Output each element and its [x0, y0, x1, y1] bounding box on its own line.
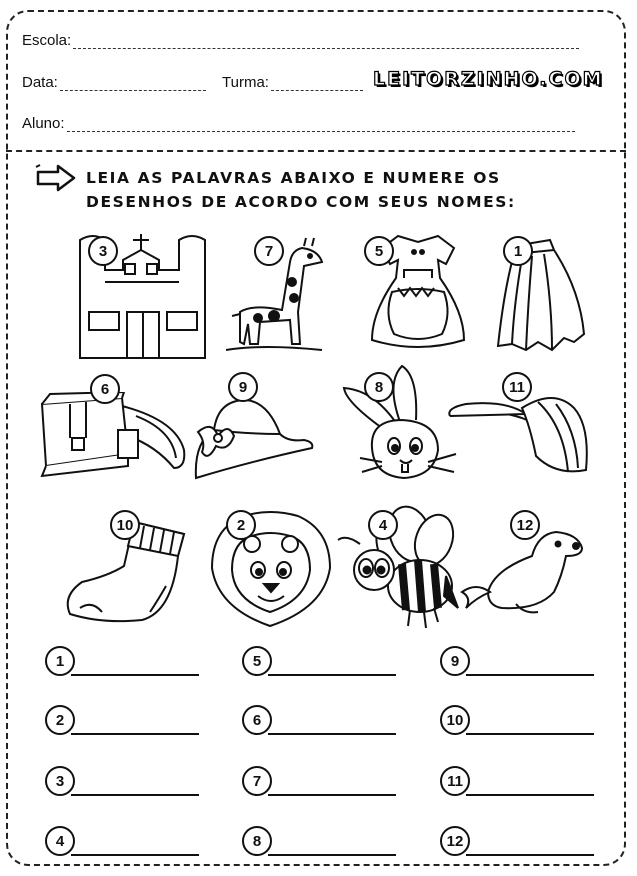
- answer-number: 2: [45, 705, 75, 735]
- answer-row: [242, 766, 396, 796]
- answer-line[interactable]: [268, 658, 396, 676]
- rabbit-badge: 8: [364, 372, 394, 402]
- answer-row: [45, 705, 199, 735]
- answer-line[interactable]: [71, 717, 199, 735]
- answer-row: [45, 826, 199, 856]
- answer-line[interactable]: [268, 717, 396, 735]
- turma-label: Turma:: [222, 74, 269, 91]
- answer-line[interactable]: [268, 838, 396, 856]
- answer-number: 9: [440, 646, 470, 676]
- answer-number: 7: [242, 766, 272, 796]
- skirt-badge: 1: [503, 236, 533, 266]
- giraffe-badge: 7: [254, 236, 284, 266]
- answer-number: 1: [45, 646, 75, 676]
- turma-field: [222, 74, 363, 91]
- answer-line[interactable]: [268, 778, 396, 796]
- answer-line[interactable]: [466, 717, 594, 735]
- bee-icon: [334, 504, 464, 632]
- answer-number: 3: [45, 766, 75, 796]
- instruction-text: [86, 166, 591, 214]
- brand-logo: LEITORZINHO.COM: [373, 68, 604, 90]
- answer-line[interactable]: [71, 778, 199, 796]
- aluno-field: [22, 115, 575, 132]
- answer-number: 11: [440, 766, 470, 796]
- escola-input-line[interactable]: [73, 35, 579, 49]
- instruction-line-2: DESENHOS DE ACORDO COM SEUS NOMES:: [86, 193, 516, 211]
- answer-row: [440, 826, 594, 856]
- escola-label: Escola:: [22, 32, 72, 49]
- answer-number: 6: [242, 705, 272, 735]
- bee-badge: 4: [368, 510, 398, 540]
- arrow-right-icon: [34, 163, 78, 193]
- answer-number: 10: [440, 705, 470, 735]
- answer-row: [45, 766, 199, 796]
- church-badge: 3: [88, 236, 118, 266]
- lion-badge: 2: [226, 510, 256, 540]
- answer-line[interactable]: [466, 838, 594, 856]
- turma-input-line[interactable]: [271, 77, 363, 91]
- seal-badge: 12: [510, 510, 540, 540]
- escola-field: [22, 32, 579, 49]
- bag-badge: 6: [90, 374, 120, 404]
- cap-badge: 11: [502, 372, 532, 402]
- instruction-line-1: LEIA AS PALAVRAS ABAIXO E NUMERE OS: [86, 169, 501, 187]
- answer-line[interactable]: [466, 778, 594, 796]
- hat-icon: [188, 392, 320, 488]
- answer-line[interactable]: [466, 658, 594, 676]
- answer-row: [242, 705, 396, 735]
- answer-row: [242, 646, 396, 676]
- dress-badge: 5: [364, 236, 394, 266]
- answer-line[interactable]: [71, 658, 199, 676]
- answer-row: [440, 705, 594, 735]
- answer-number: 12: [440, 826, 470, 856]
- answer-row: [45, 646, 199, 676]
- answer-number: 4: [45, 826, 75, 856]
- aluno-input-line[interactable]: [67, 118, 575, 132]
- answer-line[interactable]: [71, 838, 199, 856]
- data-field: [22, 74, 206, 91]
- answer-row: [440, 766, 594, 796]
- answer-number: 8: [242, 826, 272, 856]
- hat-badge: 9: [228, 372, 258, 402]
- answer-number: 5: [242, 646, 272, 676]
- data-input-line[interactable]: [60, 77, 206, 91]
- data-label: Data:: [22, 74, 58, 91]
- answer-row: [242, 826, 396, 856]
- bag-icon: [36, 392, 186, 492]
- header-divider: [6, 150, 626, 152]
- answer-row: [440, 646, 594, 676]
- aluno-label: Aluno:: [22, 115, 65, 132]
- sock-badge: 10: [110, 510, 140, 540]
